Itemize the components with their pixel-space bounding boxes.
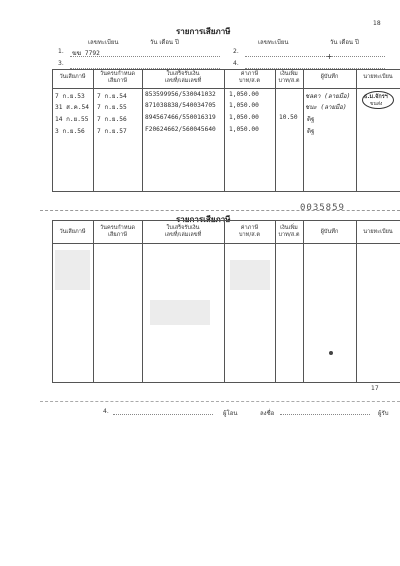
label-date-left: วัน เดือน ปี [150, 39, 179, 46]
dotted-line [280, 414, 370, 415]
cell-surcharge: 10.50 [279, 114, 298, 121]
stamp-text-2: ขนส่ง [370, 101, 383, 107]
section-2-title: รายการเสียภาษี [176, 215, 231, 224]
scan-texture [230, 260, 270, 290]
label-transfer: ผู้โอน [223, 410, 238, 417]
cell-due-date: 7 ก.ย.55 [97, 104, 127, 111]
header-date-paid: วันเสียภาษี [59, 74, 86, 80]
cell-recorder: ดิฐ [307, 128, 315, 135]
header-recorder: ผู้บันทึก [320, 229, 339, 235]
header-receipt: ใบเสร็จรับเงิน เลขที่/เล่มเลขที่ [164, 71, 202, 84]
dotted-line [245, 56, 385, 57]
cell-tax: 1,050.00 [229, 102, 259, 109]
header-receipt: ใบเสร็จรับเงิน เลขที่/เล่มเลขที่ [164, 225, 202, 238]
cell-date-paid: 14 ก.ย.55 [55, 116, 89, 123]
label-receive: ผู้รับ [378, 410, 389, 417]
cell-date-paid: 7 ก.ย.53 [55, 93, 85, 100]
cell-receipt: 871038838/540034705 [145, 102, 216, 109]
header-surcharge: เงินเพิ่ม บาท/ส.ต [278, 71, 300, 84]
label-registration-right: เลขทะเบียน [258, 39, 289, 46]
cell-tax: 1,050.00 [229, 114, 259, 121]
header-date-paid: วันเสียภาษี [59, 229, 86, 235]
label-sign: ลงชื่อ [260, 410, 275, 417]
cell-receipt: F20624662/560045640 [145, 126, 216, 133]
section-1-title: รายการเสียภาษี [176, 27, 231, 36]
cell-due-date: 7 ก.ย.54 [97, 93, 127, 100]
plus-mark: + [326, 52, 333, 61]
ink-dot [329, 351, 333, 355]
cell-recorder-signature: ชนะ (ลายมือ) [305, 104, 347, 111]
cell-recorder: ดิฐ [307, 116, 315, 123]
plate-value: ฆฆ 7792 [72, 50, 100, 57]
section-divider [40, 210, 400, 211]
header-registrar: นายทะเบียน [363, 74, 393, 80]
header-registrar: นายทะเบียน [363, 229, 393, 235]
cell-tax: 1,050.00 [229, 91, 259, 98]
serial-mark: 0035859 [300, 203, 345, 213]
cell-due-date: 7 ก.ย.56 [97, 116, 127, 123]
header-due-date: วันครบกำหนด เสียภาษี [100, 71, 135, 84]
cell-receipt: 894567466/550016319 [145, 114, 216, 121]
row-number-1: 1. [58, 48, 64, 55]
label-date-right: วัน เดือน ปี [330, 39, 359, 46]
cell-tax: 1,050.00 [229, 126, 259, 133]
page-number-bottom: 17 [371, 385, 379, 392]
header-recorder: ผู้บันทึก [320, 74, 339, 80]
dotted-line [70, 56, 220, 57]
page-number: 18 [373, 20, 381, 27]
cell-due-date: 7 ก.ย.57 [97, 128, 127, 135]
header-surcharge: เงินเพิ่ม บาท/ส.ต [278, 225, 300, 238]
scan-texture [55, 250, 90, 290]
dotted-line [113, 414, 213, 415]
row-number-2: 2. [233, 48, 239, 55]
cell-date-paid: 31 ส.ค.54 [55, 104, 89, 111]
header-due-date: วันครบกำหนด เสียภาษี [100, 225, 135, 238]
cell-date-paid: 3 ก.ย.56 [55, 128, 85, 135]
cell-recorder-signature: ชลดา (ลายมือ) [305, 93, 351, 100]
footer-number: 4. [103, 408, 109, 415]
stamp-text-1: ธ.ม.จักรฯ [364, 94, 388, 100]
header-tax: ค่าภาษี บาท/ส.ต [238, 71, 261, 84]
label-registration-left: เลขทะเบียน [88, 39, 119, 46]
scan-texture [150, 300, 210, 325]
row-number-4: 4. [233, 60, 239, 67]
row-number-3: 3. [58, 60, 64, 67]
cell-receipt: 853599956/530041032 [145, 91, 216, 98]
header-tax: ค่าภาษี บาท/ส.ต [238, 225, 261, 238]
